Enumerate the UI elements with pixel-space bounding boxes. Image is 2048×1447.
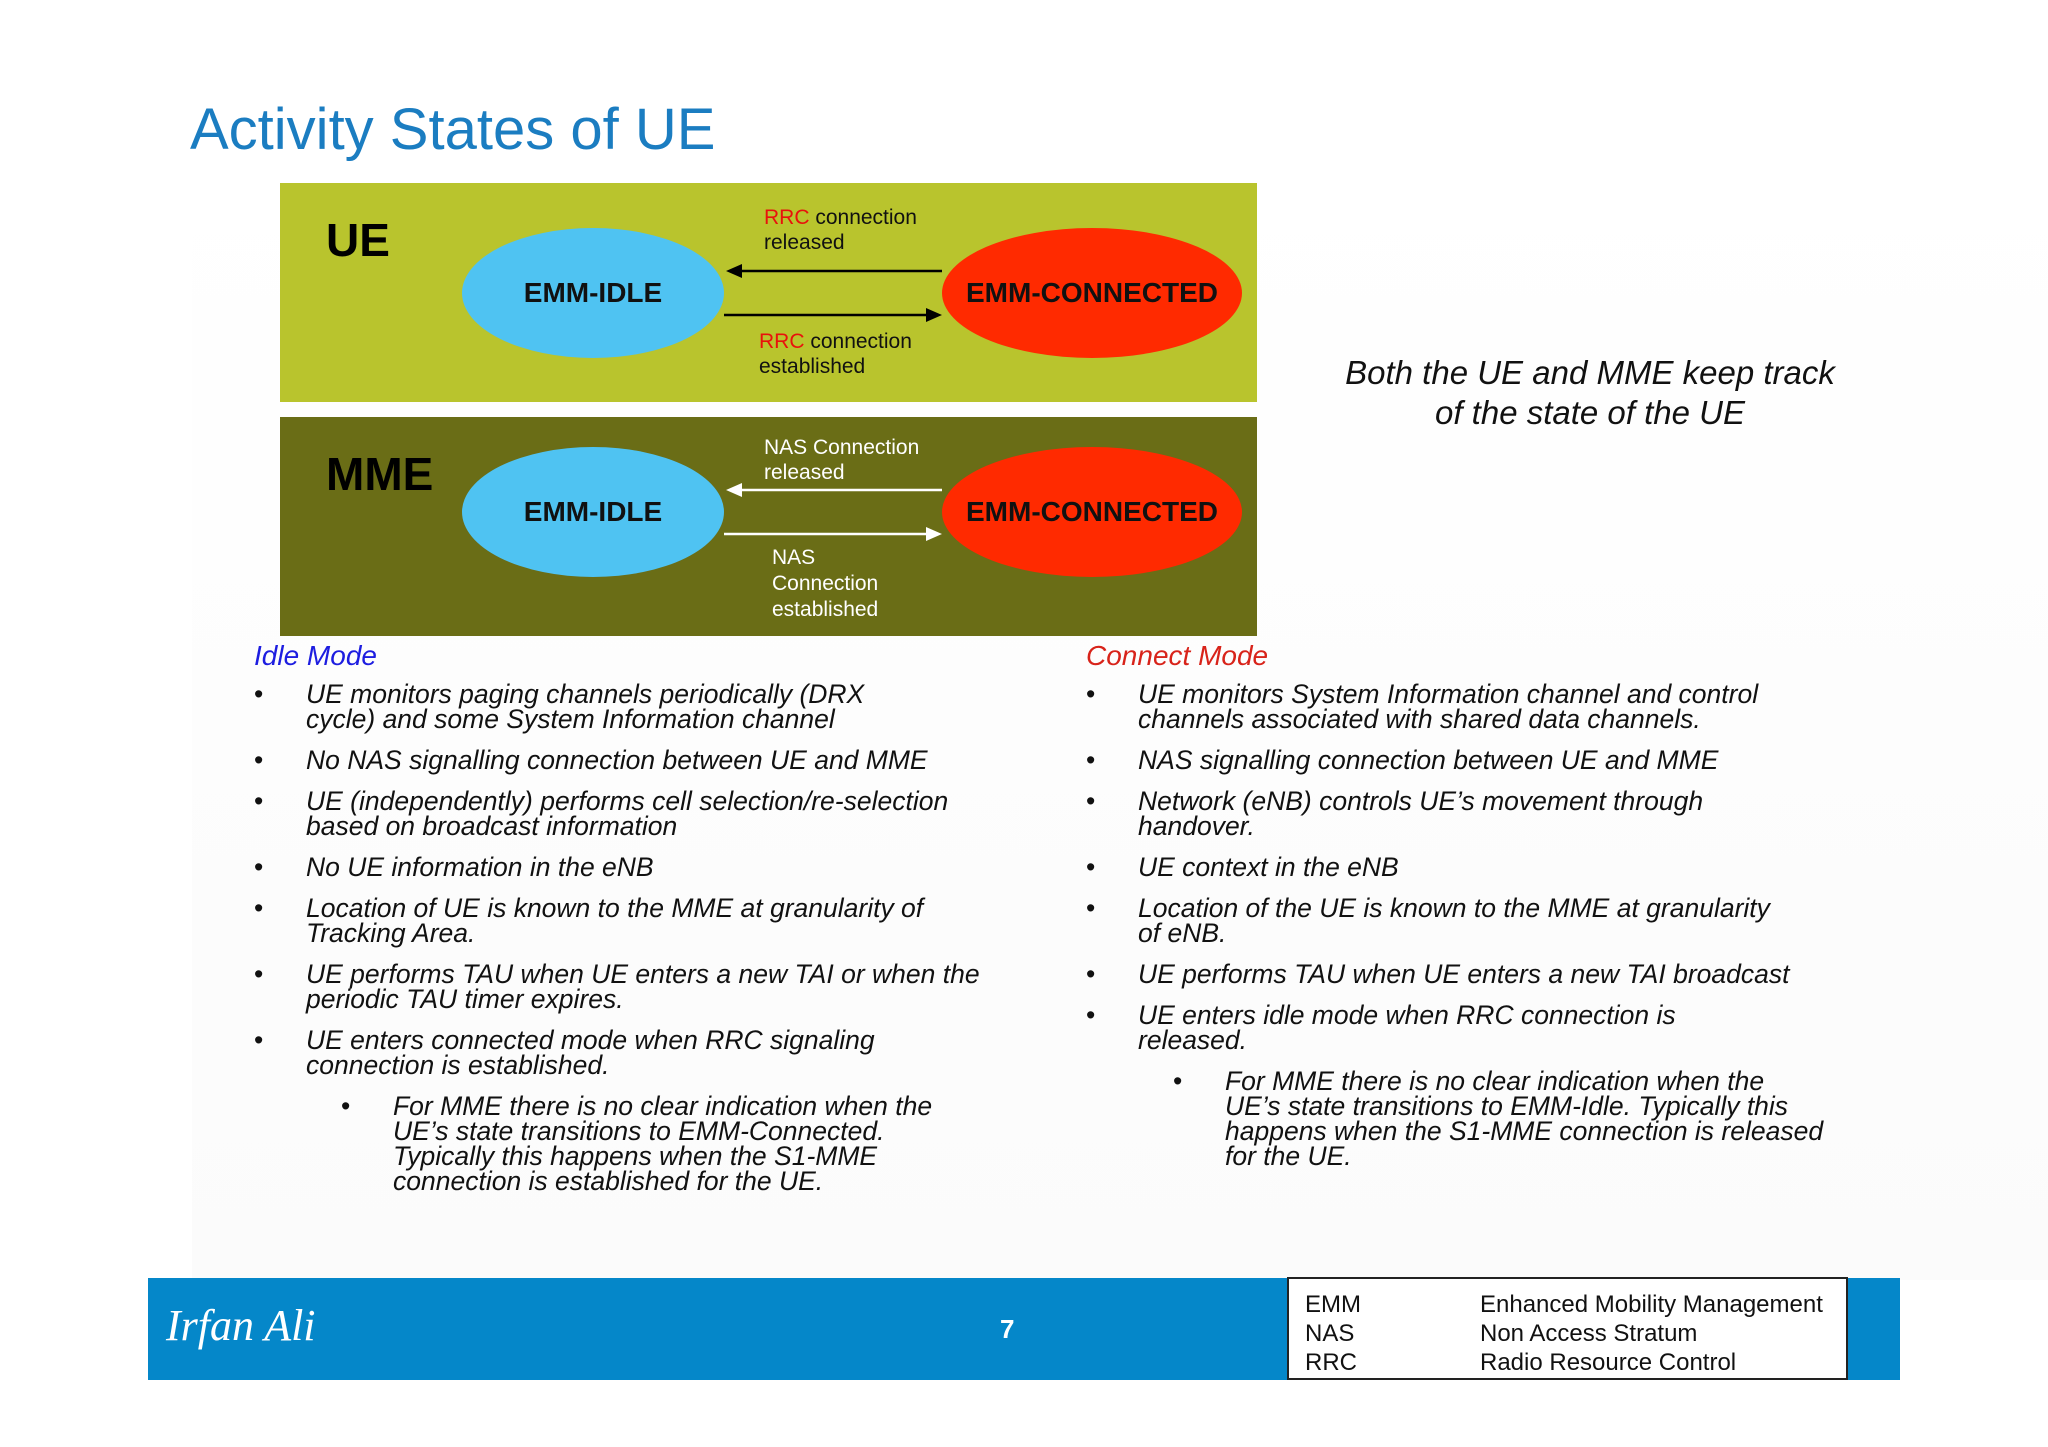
idle-mode-column xyxy=(254,640,1034,1210)
idle-bullet-2: • No NAS signalling connection between UE and MME xyxy=(254,748,966,773)
abbreviation-row xyxy=(1305,1320,1697,1348)
abbreviation-term: RRC xyxy=(1305,1349,1357,1376)
connect-mode-heading: Connect Mode xyxy=(1086,640,1269,671)
ue-establish-note xyxy=(759,329,912,379)
connect-bullet-4: • UE context in the eNB xyxy=(1086,855,1838,880)
page-title: Activity States of UE xyxy=(190,97,716,162)
ue-establish-established: established xyxy=(759,355,866,378)
side-note xyxy=(1300,353,1880,433)
idle-bullet-5: • Location of UE is known to the MME at granularity of Tracking Area. xyxy=(254,896,986,946)
ue-release-released: released xyxy=(764,231,845,254)
idle-bullet-3: • UE (independently) performs cell selection/re-selection based on broadcast information xyxy=(254,789,986,839)
ue-release-rrc: RRC xyxy=(764,206,810,229)
idle-bullet-4: • No UE information in the eNB xyxy=(254,855,966,880)
mme-emm-idle-label: EMM-IDLE xyxy=(523,496,663,527)
ue-release-connection: connection xyxy=(809,206,917,229)
ue-release-note xyxy=(764,205,917,255)
connect-bullet-3: • Network (eNB) controls UE’s movement through handover. xyxy=(1086,789,1738,839)
connect-bullet-2: • NAS signalling connection between UE and MME xyxy=(1086,748,1838,773)
side-note-line1: Both the UE and MME keep track xyxy=(1345,354,1835,391)
idle-sub-bullet: • For MME there is no clear indication when the UE’s state transitions to EMM-Connected. Typically this happens when the S1-MME connection is established for the UE. xyxy=(341,1094,953,1194)
connect-bullet-5: • Location of the UE is known to the MME at granularity of eNB. xyxy=(1086,896,1798,946)
mme-release-line2: released xyxy=(764,461,845,484)
abbreviation-definition: Enhanced Mobility Management xyxy=(1480,1291,1823,1318)
idle-bullet-7: • UE enters connected mode when RRC signaling connection is established. xyxy=(254,1028,906,1078)
author-name: Irfan Ali xyxy=(166,1301,316,1350)
side-note-line2: of the state of the UE xyxy=(1434,394,1746,431)
connect-bullet-1: • UE monitors System Information channel and control channels associated with shared data channels. xyxy=(1086,682,1838,732)
ue-release-arrowhead xyxy=(726,264,742,278)
idle-bullet-1: • UE monitors paging channels periodically (DRX cycle) and some System Information channel xyxy=(254,682,916,732)
mme-establish-note xyxy=(772,545,878,623)
ue-establish-connection: connection xyxy=(804,330,912,353)
abbreviation-term: NAS xyxy=(1305,1320,1355,1347)
connect-bullet-6: • UE performs TAU when UE enters a new TAI broadcast xyxy=(1086,962,1878,987)
mme-establish-line1: NAS xyxy=(772,546,816,569)
abbreviation-definition: Radio Resource Control xyxy=(1480,1349,1737,1376)
mme-release-note xyxy=(764,435,919,485)
ue-emm-connected-label: EMM-CONNECTED xyxy=(966,277,1218,308)
ue-establish-arrowhead xyxy=(926,308,942,322)
ue-label: UE xyxy=(326,214,390,266)
mme-establish-arrowhead xyxy=(926,527,942,541)
connect-sub-bullet: • For MME there is no clear indication when the UE’s state transitions to EMM-Idle. Typically this happens when the S1-MME connection is released for the UE. xyxy=(1173,1069,1825,1169)
abbreviation-row xyxy=(1305,1291,1823,1319)
mme-emm-connected-label: EMM-CONNECTED xyxy=(966,496,1218,527)
mme-state-panel xyxy=(280,417,1257,636)
mme-label: MME xyxy=(326,448,434,500)
mme-release-line1: NAS Connection xyxy=(764,436,920,459)
abbreviation-row xyxy=(1305,1349,1736,1377)
idle-mode-heading: Idle Mode xyxy=(254,640,377,671)
page-number: 7 xyxy=(1000,1314,1015,1344)
ue-emm-idle-label: EMM-IDLE xyxy=(523,277,663,308)
abbreviations-table xyxy=(1287,1277,1848,1380)
ue-state-panel xyxy=(280,183,1257,402)
mme-establish-line3: established xyxy=(772,598,879,621)
mme-release-arrowhead xyxy=(726,483,742,497)
idle-bullet-6: • UE performs TAU when UE enters a new TAI or when the periodic TAU timer expires. xyxy=(254,962,1026,1012)
connect-bullet-7: • UE enters idle mode when RRC connection is released. xyxy=(1086,1003,1738,1053)
mme-establish-line2: Connection xyxy=(772,572,879,595)
abbreviation-term: EMM xyxy=(1305,1291,1361,1318)
connect-mode-column xyxy=(1086,640,1886,1185)
abbreviation-definition: Non Access Stratum xyxy=(1480,1320,1698,1347)
ue-establish-rrc: RRC xyxy=(759,330,805,353)
